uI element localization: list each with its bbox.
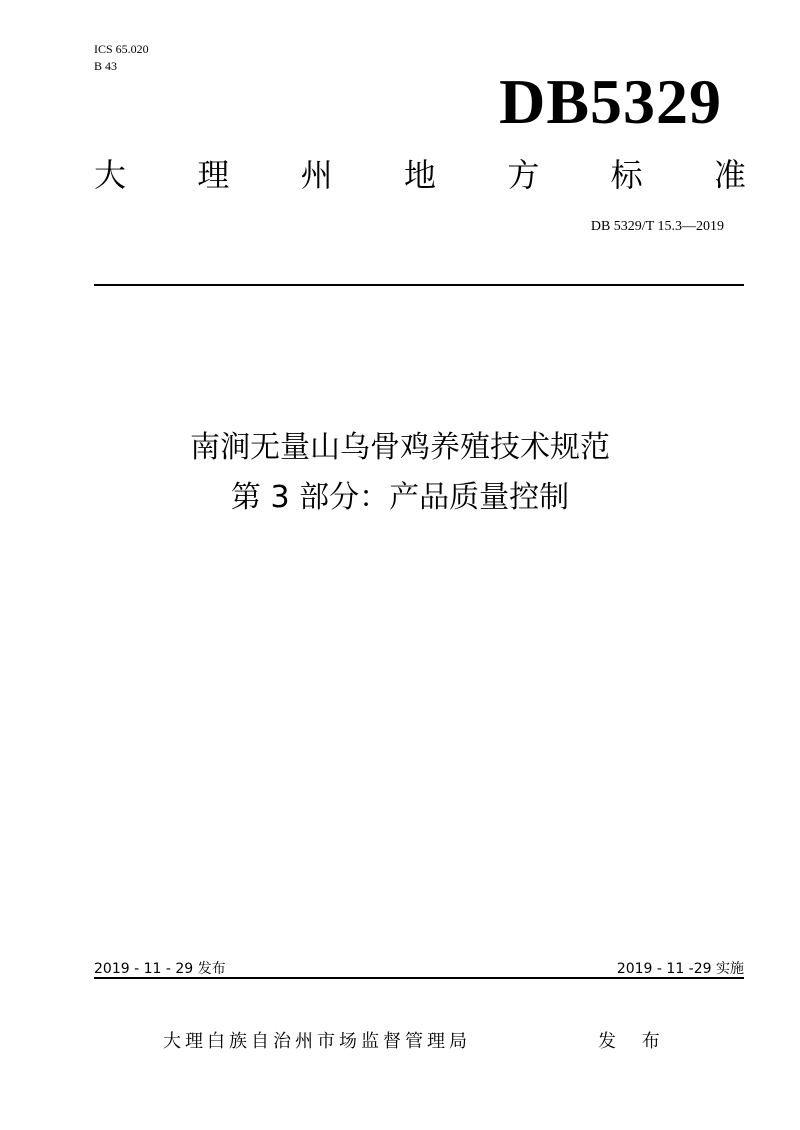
local-standard-char: 标 (610, 156, 643, 194)
local-standard-char: 大 (94, 156, 127, 194)
document-subtitle: 第 3 部分：产品质量控制 (230, 480, 570, 515)
ccs-code: B 43 (94, 59, 118, 73)
header-divider (94, 284, 744, 286)
local-standard-char: 理 (197, 156, 230, 194)
ics-code: ICS 65.020 (94, 42, 149, 56)
db-logo: DB5329 (499, 66, 722, 137)
date-divider (94, 977, 744, 979)
issue-label: 发 布 (598, 1031, 670, 1052)
classification-codes (94, 41, 149, 75)
local-standard-char: 州 (300, 156, 333, 194)
release-date: 2019 - 11 - 29 发布 (94, 961, 226, 977)
implementation-date: 2019 - 11 -29 实施 (616, 961, 744, 977)
publisher: 大理白族自治州市场监督管理局 (163, 1031, 471, 1052)
local-standard-char: 准 (713, 156, 746, 194)
standard-number: DB 5329/T 15.3—2019 (590, 219, 724, 234)
local-standard-heading (94, 155, 746, 195)
document-title: 南涧无量山乌骨鸡养殖技术规范 (190, 430, 610, 465)
local-standard-char: 地 (403, 156, 436, 194)
local-standard-char: 方 (507, 156, 540, 194)
